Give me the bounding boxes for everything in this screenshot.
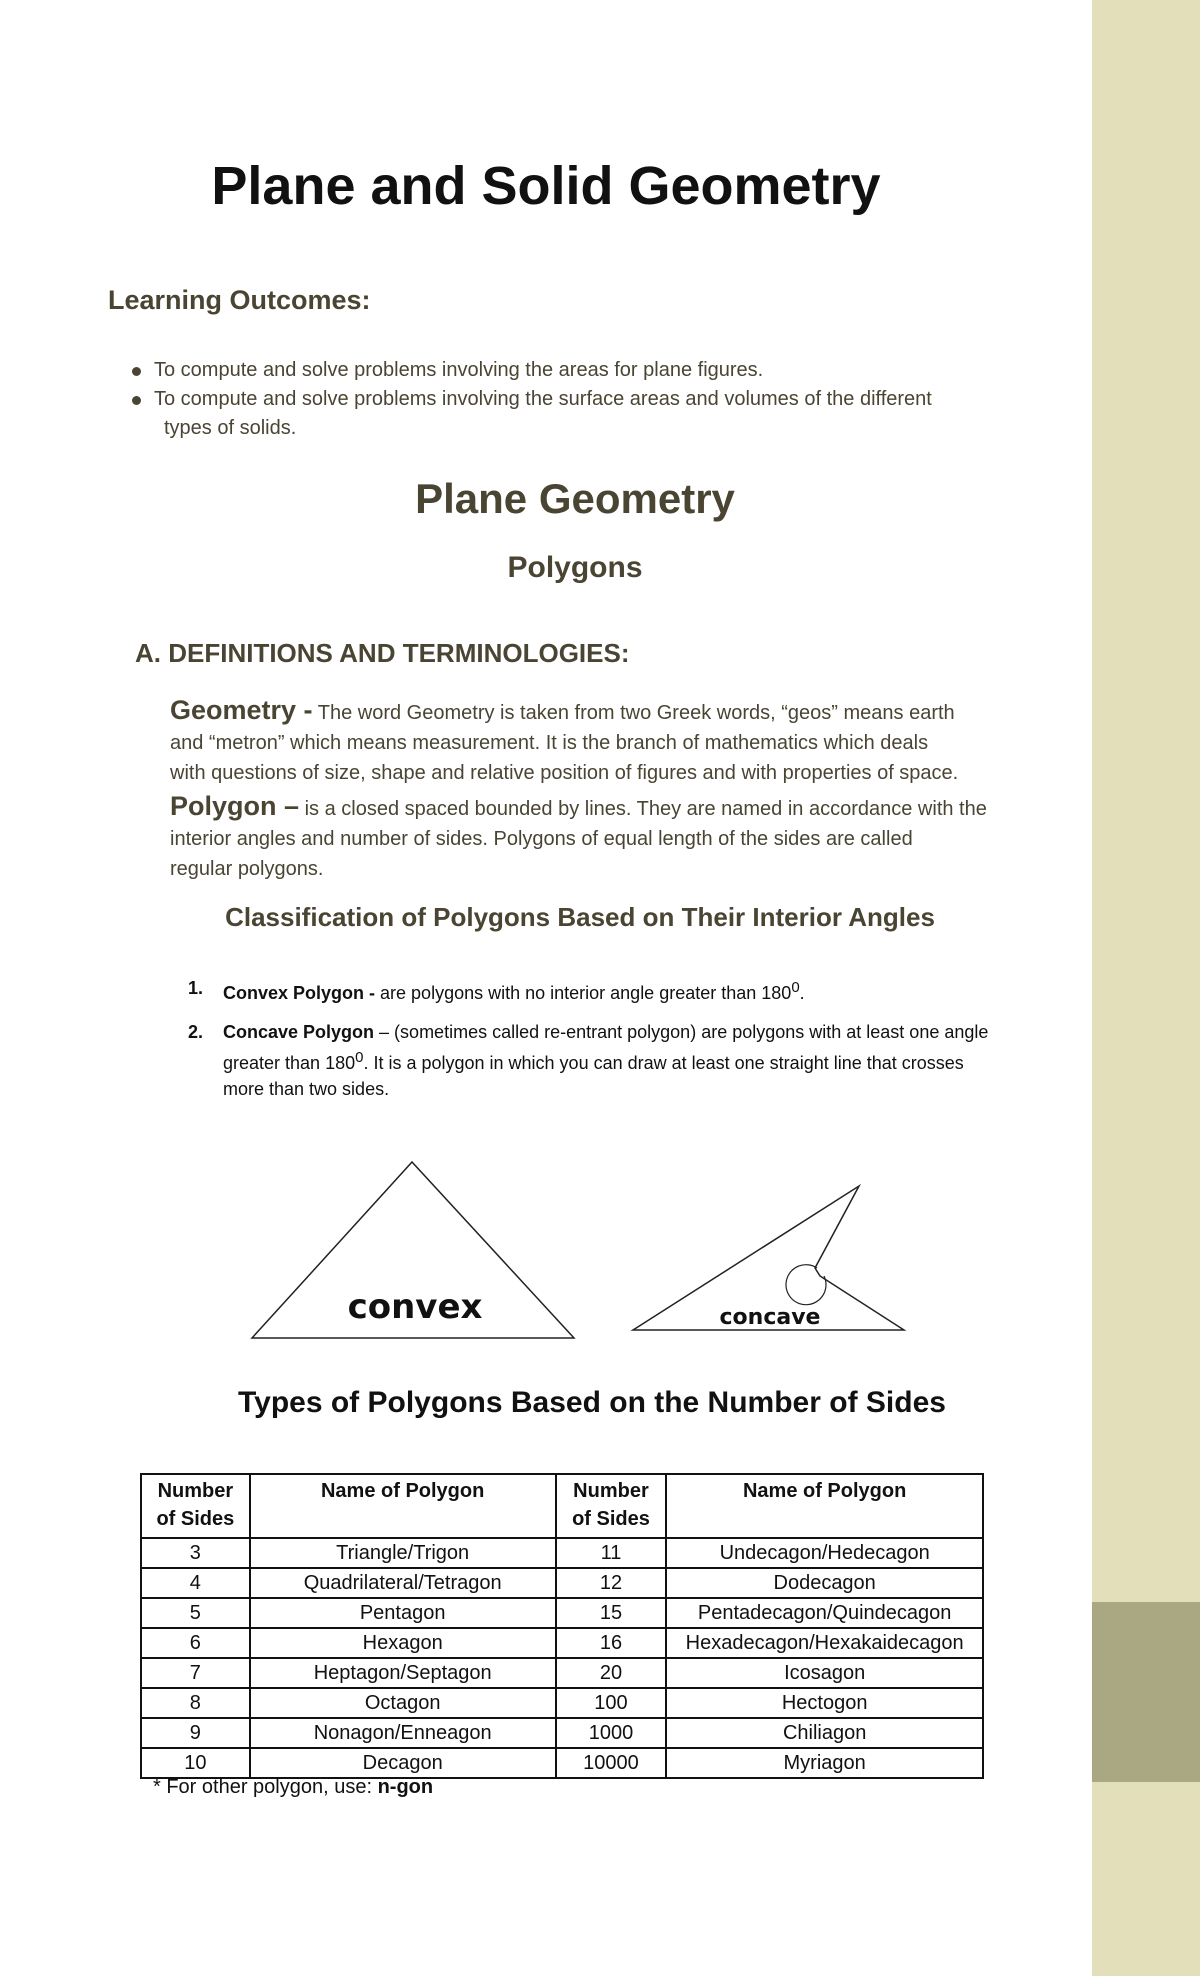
reflex-angle-arc — [786, 1265, 826, 1305]
item-term: Convex Polygon - — [223, 983, 376, 1003]
header-name-of-polygon: Name of Polygon — [250, 1474, 556, 1538]
outcome-text: To compute and solve problems involving the surface areas and volumes of the different — [154, 388, 932, 410]
table-cell: Quadrilateral/Tetragon — [250, 1568, 556, 1598]
bullet-icon — [132, 396, 141, 405]
table-cell: Hectogon — [666, 1688, 983, 1718]
definitions-heading: A. DEFINITIONS AND TERMINOLOGIES: — [135, 638, 630, 668]
table-footnote: * For other polygon, use: n-gon — [153, 1776, 434, 1798]
page-side-tab — [1092, 1602, 1200, 1782]
table-row — [141, 1538, 983, 1568]
outcome-text: To compute and solve problems involving the areas for plane figures. — [154, 359, 764, 381]
classification-title: Classification of Polygons Based on Their Interior Angles — [225, 902, 935, 932]
item-text: are polygons with no interior angle greater than 180 — [380, 983, 792, 1003]
table-cell: 10 — [141, 1748, 250, 1778]
table-row — [141, 1748, 983, 1778]
table-cell: Hexagon — [250, 1628, 556, 1658]
table-cell: Myriagon — [666, 1748, 983, 1778]
section-title: Plane Geometry — [415, 475, 735, 522]
table-cell: 1000 — [556, 1718, 667, 1748]
table-row — [141, 1658, 983, 1688]
convex-label: convex — [347, 1287, 483, 1327]
table-header-row — [141, 1474, 983, 1538]
degree-sup: 0 — [355, 1049, 364, 1066]
table-cell: 10000 — [556, 1748, 667, 1778]
table-cell: Hexadecagon/Hexakaidecagon — [666, 1628, 983, 1658]
outcome-text-continued: types of solids. — [164, 417, 297, 439]
table-cell: 100 — [556, 1688, 667, 1718]
definition-term: Polygon – — [170, 791, 300, 821]
table-cell: 6 — [141, 1628, 250, 1658]
table-cell: Octagon — [250, 1688, 556, 1718]
table-cell: 9 — [141, 1718, 250, 1748]
item-text: more than two sides. — [223, 1079, 390, 1099]
definition-geometry — [170, 695, 1040, 788]
definition-term: Geometry - — [170, 695, 313, 725]
concave-label: concave — [719, 1305, 821, 1330]
table-cell: Decagon — [250, 1748, 556, 1778]
polygon-table — [140, 1473, 984, 1779]
table-cell: Triangle/Trigon — [250, 1538, 556, 1568]
table-cell: Pentagon — [250, 1598, 556, 1628]
table-cell: Icosagon — [666, 1658, 983, 1688]
definition-polygon — [170, 791, 1040, 884]
item-text: . It is a polygon in which you can draw at least one straight line that crosses — [363, 1053, 964, 1073]
item-text-end: . — [799, 983, 805, 1003]
table-cell: Nonagon/Enneagon — [250, 1718, 556, 1748]
item-text: greater than 180 — [223, 1053, 356, 1073]
definition-text: regular polygons. — [170, 858, 324, 880]
table-row — [141, 1568, 983, 1598]
classification-item-convex — [188, 975, 1018, 1006]
item-term: Concave Polygon — [223, 1022, 375, 1042]
table-cell: 11 — [556, 1538, 667, 1568]
classification-item-concave — [188, 1019, 1018, 1102]
table-cell: Undecagon/Hedecagon — [666, 1538, 983, 1568]
table-cell: 8 — [141, 1688, 250, 1718]
item-number: 2. — [188, 1022, 204, 1042]
header-number-of-sides: Number of Sides — [556, 1474, 667, 1538]
table-cell: 12 — [556, 1568, 667, 1598]
table-row — [141, 1688, 983, 1718]
list-item — [132, 385, 1032, 443]
polygon-figure — [240, 1148, 920, 1348]
definition-text: The word Geometry is taken from two Greek words, “geos” means earth — [317, 702, 955, 724]
table-cell: 15 — [556, 1598, 667, 1628]
table-cell: 3 — [141, 1538, 250, 1568]
page-title: Plane and Solid Geometry — [211, 156, 881, 216]
item-number: 1. — [188, 978, 204, 998]
subsection-title: Polygons — [507, 551, 643, 584]
item-text: – (sometimes called re-entrant polygon) are polygons with at least one angle — [379, 1022, 989, 1042]
table-cell: Chiliagon — [666, 1718, 983, 1748]
footnote-ngon: n-gon — [377, 1776, 434, 1798]
table-cell: Pentadecagon/Quindecagon — [666, 1598, 983, 1628]
header-name-of-polygon: Name of Polygon — [666, 1474, 983, 1538]
definition-text: and “metron” which means measurement. It is the branch of mathematics which deals — [170, 732, 929, 754]
definition-text: is a closed spaced bounded by lines. They are named in accordance with the — [304, 798, 987, 820]
definition-text: with questions of size, shape and relative position of figures and with properties of space. — [170, 762, 959, 784]
learning-outcomes-heading: Learning Outcomes: — [108, 285, 371, 315]
degree-sup: 0 — [791, 979, 800, 996]
table-cell: Dodecagon — [666, 1568, 983, 1598]
table-cell: 4 — [141, 1568, 250, 1598]
definition-text: interior angles and number of sides. Polygons of equal length of the sides are called — [170, 828, 913, 850]
learning-outcomes-list — [132, 356, 1032, 443]
bullet-icon — [132, 367, 141, 376]
list-item — [132, 356, 1032, 385]
table-row — [141, 1718, 983, 1748]
table-cell: Heptagon/Septagon — [250, 1658, 556, 1688]
table-row — [141, 1628, 983, 1658]
header-number-of-sides: Number of Sides — [141, 1474, 250, 1538]
table-cell: 5 — [141, 1598, 250, 1628]
table-row — [141, 1598, 983, 1628]
table-cell: 7 — [141, 1658, 250, 1688]
types-title: Types of Polygons Based on the Number of Sides — [238, 1386, 946, 1419]
table-cell: 20 — [556, 1658, 667, 1688]
table-cell: 16 — [556, 1628, 667, 1658]
